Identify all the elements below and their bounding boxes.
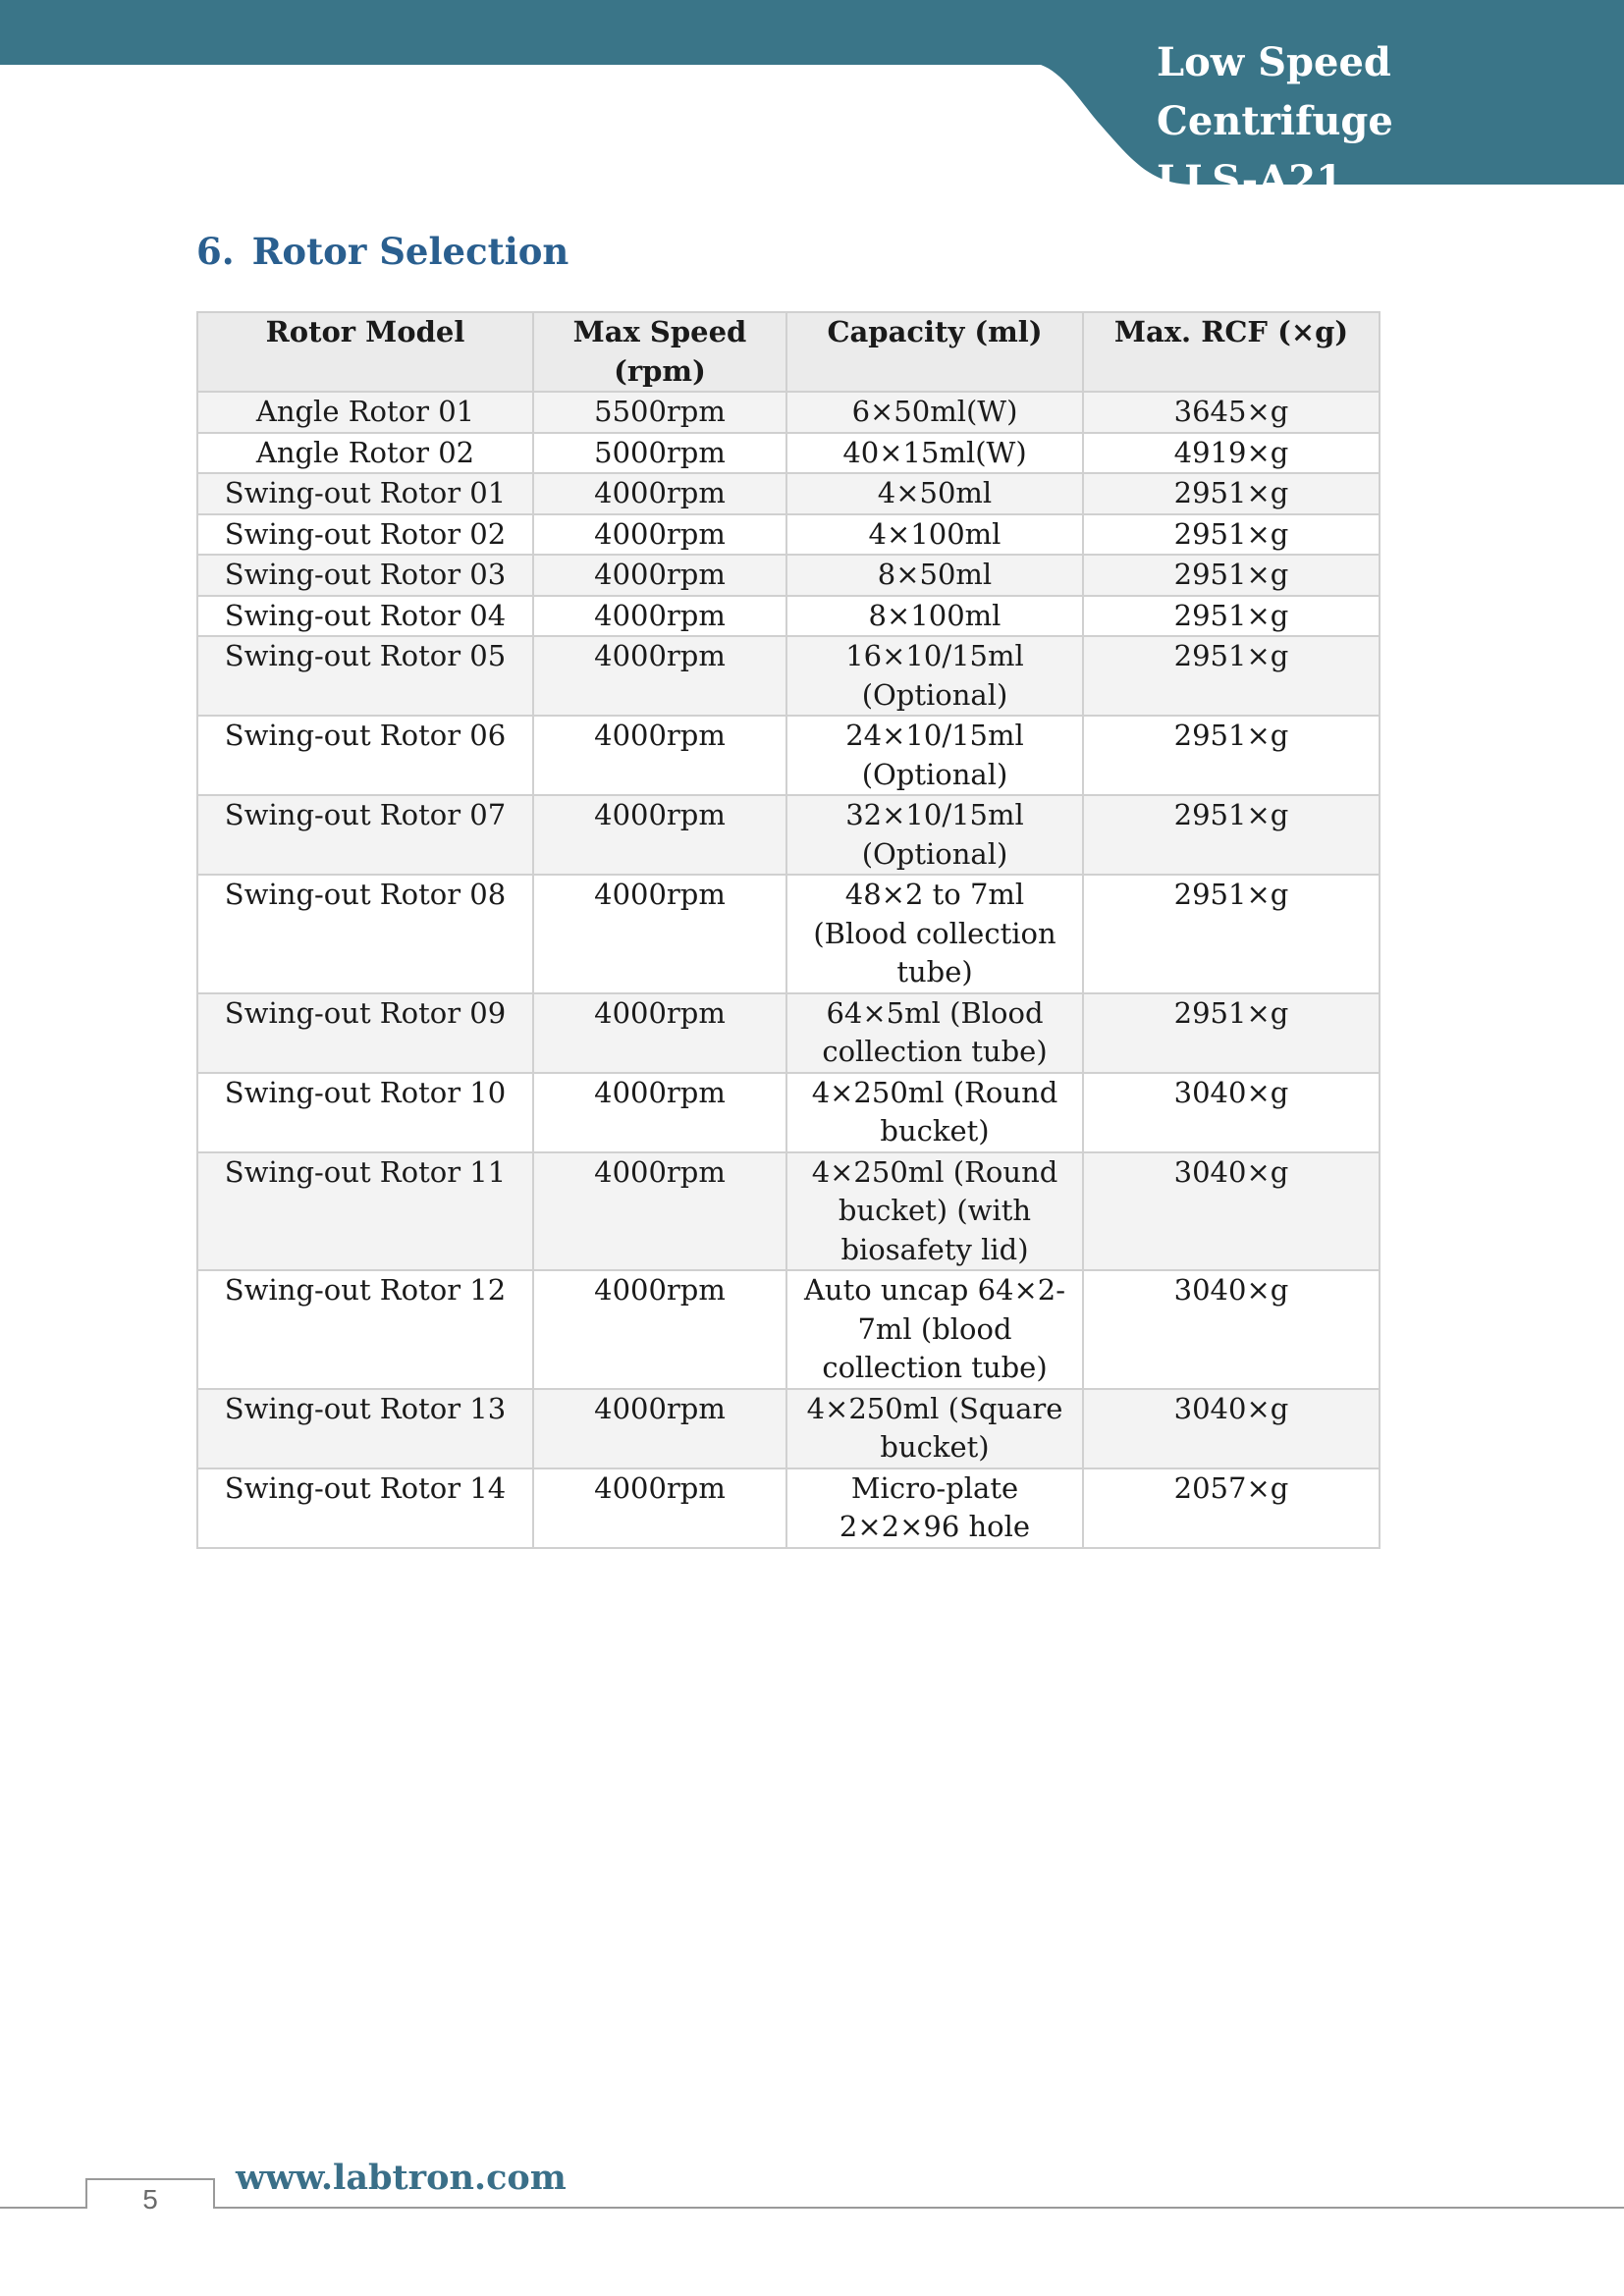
capacity: 24×10/15ml (Optional) (786, 716, 1083, 795)
max-rcf: 2951×g (1083, 473, 1380, 514)
section-title: Rotor Selection (251, 230, 569, 273)
max-rcf: 2951×g (1083, 636, 1380, 716)
max-rcf: 2057×g (1083, 1468, 1380, 1548)
max-speed: 4000rpm (533, 875, 786, 993)
capacity: 8×100ml (786, 596, 1083, 637)
table-row (197, 473, 1380, 514)
rotor-model: Swing-out Rotor 03 (197, 555, 533, 596)
capacity: 8×50ml (786, 555, 1083, 596)
section-heading (196, 224, 568, 279)
max-rcf: 3040×g (1083, 1152, 1380, 1271)
product-name: Low Speed Centrifuge (1157, 39, 1393, 144)
max-speed: 4000rpm (533, 1073, 786, 1152)
rotor-model: Swing-out Rotor 04 (197, 596, 533, 637)
table-row (197, 795, 1380, 875)
capacity: 32×10/15ml (Optional) (786, 795, 1083, 875)
rotor-model: Angle Rotor 02 (197, 433, 533, 474)
rotor-model: Swing-out Rotor 02 (197, 514, 533, 556)
table-row (197, 636, 1380, 716)
max-speed: 4000rpm (533, 1270, 786, 1389)
max-rcf: 2951×g (1083, 555, 1380, 596)
capacity: 40×15ml(W) (786, 433, 1083, 474)
max-rcf: 3040×g (1083, 1270, 1380, 1389)
table-row (197, 993, 1380, 1073)
capacity: Auto uncap 64×2-7ml (blood collection tube) (786, 1270, 1083, 1389)
capacity: 4×250ml (Square bucket) (786, 1389, 1083, 1468)
header-max-speed: Max Speed (rpm) (533, 312, 786, 392)
page-number: 5 (142, 2184, 158, 2215)
max-speed: 4000rpm (533, 1468, 786, 1548)
rotor-model: Swing-out Rotor 14 (197, 1468, 533, 1548)
max-rcf: 2951×g (1083, 716, 1380, 795)
max-speed: 5500rpm (533, 392, 786, 433)
table-row (197, 875, 1380, 993)
capacity: 4×100ml (786, 514, 1083, 556)
capacity: 4×250ml (Round bucket) (with biosafety lid) (786, 1152, 1083, 1271)
rotor-model: Swing-out Rotor 10 (197, 1073, 533, 1152)
max-rcf: 2951×g (1083, 514, 1380, 556)
max-rcf: 3645×g (1083, 392, 1380, 433)
capacity: Micro-plate 2×2×96 hole (786, 1468, 1083, 1548)
footer-website-link[interactable]: www.labtron.com (236, 2158, 567, 2198)
rotor-model: Swing-out Rotor 08 (197, 875, 533, 993)
capacity: 16×10/15ml (Optional) (786, 636, 1083, 716)
table-row (197, 1073, 1380, 1152)
max-speed: 4000rpm (533, 993, 786, 1073)
header-rotor-model: Rotor Model (197, 312, 533, 392)
document-title (1157, 33, 1624, 210)
table-row (197, 596, 1380, 637)
max-rcf: 3040×g (1083, 1389, 1380, 1468)
rotor-model: Swing-out Rotor 11 (197, 1152, 533, 1271)
max-rcf: 2951×g (1083, 993, 1380, 1073)
rotor-model: Swing-out Rotor 13 (197, 1389, 533, 1468)
table-row (197, 1468, 1380, 1548)
table-row (197, 1152, 1380, 1271)
max-speed: 4000rpm (533, 1152, 786, 1271)
max-speed: 4000rpm (533, 473, 786, 514)
rotor-model: Angle Rotor 01 (197, 392, 533, 433)
max-speed: 5000rpm (533, 433, 786, 474)
max-speed: 4000rpm (533, 795, 786, 875)
rotor-selection-table (196, 311, 1380, 1549)
capacity: 6×50ml(W) (786, 392, 1083, 433)
max-speed: 4000rpm (533, 716, 786, 795)
rotor-model: Swing-out Rotor 05 (197, 636, 533, 716)
max-rcf: 3040×g (1083, 1073, 1380, 1152)
max-speed: 4000rpm (533, 555, 786, 596)
table-row (197, 716, 1380, 795)
rotor-model: Swing-out Rotor 06 (197, 716, 533, 795)
capacity: 4×250ml (Round bucket) (786, 1073, 1083, 1152)
rotor-model: Swing-out Rotor 01 (197, 473, 533, 514)
max-rcf: 4919×g (1083, 433, 1380, 474)
capacity: 4×50ml (786, 473, 1083, 514)
max-speed: 4000rpm (533, 596, 786, 637)
max-speed: 4000rpm (533, 636, 786, 716)
rotor-model: Swing-out Rotor 09 (197, 993, 533, 1073)
table-header-row (197, 312, 1380, 392)
rotor-model: Swing-out Rotor 07 (197, 795, 533, 875)
table-row (197, 433, 1380, 474)
table-row (197, 1389, 1380, 1468)
max-rcf: 2951×g (1083, 596, 1380, 637)
max-rcf: 2951×g (1083, 795, 1380, 875)
max-speed: 4000rpm (533, 514, 786, 556)
section-number: 6. (196, 230, 235, 273)
header-max-rcf: Max. RCF (×g) (1083, 312, 1380, 392)
header-capacity: Capacity (ml) (786, 312, 1083, 392)
capacity: 48×2 to 7ml (Blood collection tube) (786, 875, 1083, 993)
table-row (197, 555, 1380, 596)
table-row (197, 1270, 1380, 1389)
model-number: LLS-A21 (1157, 157, 1343, 203)
max-rcf: 2951×g (1083, 875, 1380, 993)
table-row (197, 392, 1380, 433)
table-row (197, 514, 1380, 556)
rotor-model: Swing-out Rotor 12 (197, 1270, 533, 1389)
capacity: 64×5ml (Blood collection tube) (786, 993, 1083, 1073)
max-speed: 4000rpm (533, 1389, 786, 1468)
